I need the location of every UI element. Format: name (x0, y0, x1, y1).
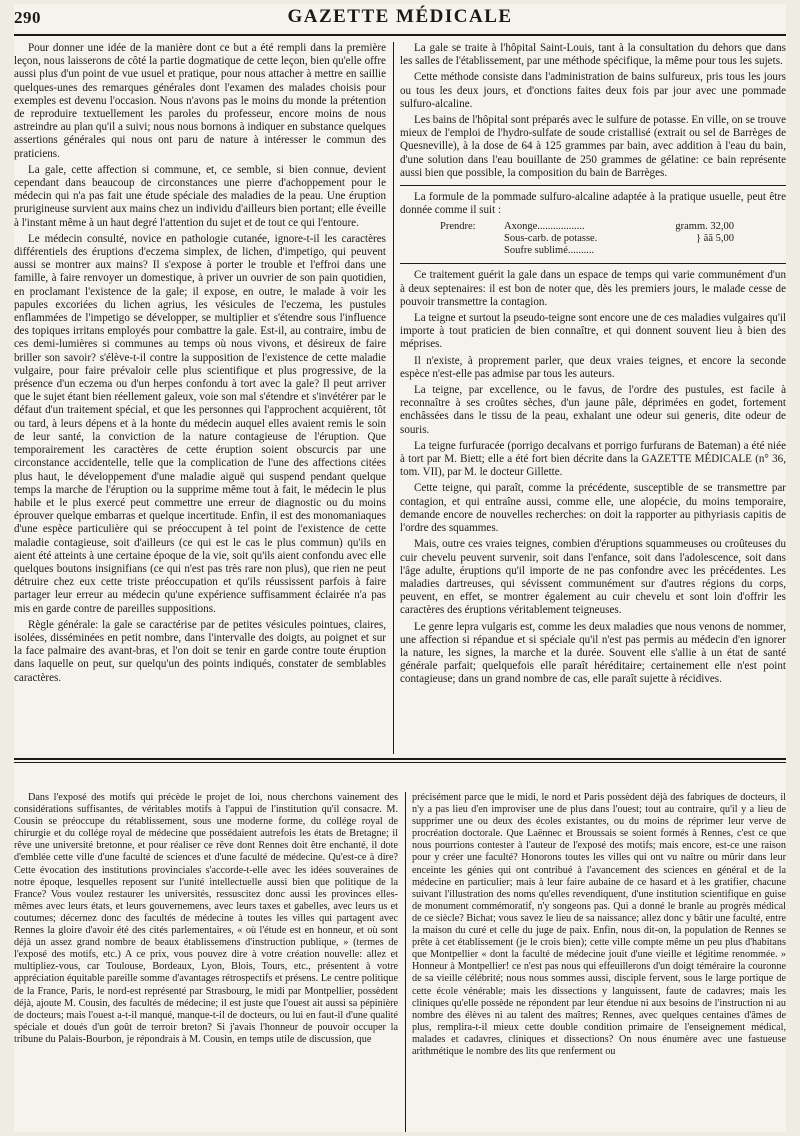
formula-ingredient: Soufre sublimé.......... (504, 245, 595, 257)
paragraph: précisément parce que le midi, le nord et Paris possèdent déjà des fabriques de docteurs, il n'y a pas lieu d'en improviser une de plus dans l'ouest; tout au contraire, qu'il y a lieu de supprimer une ou deux des écoles existantes, ou du moins de réprimer leur verve de procréation doctorale. Que Laënnec et Broussais se soient formés à Rennes, c'est ce que nous pourrions contester à l'auteur de l'exposé des motifs; mais encore, est-ce une raison pour y créer une faculté? Honorons toutes les villes qui ont vu naître ou mûrir dans leur enceinte les génies qui ont contribué à l'avancement des sciences en général et de la médecine en particulier; mais à leur faire aubaine de ce hasard et à les gratifier, chacune suivant l'illustration des noms qu'elles revendiquent, d'une institution scientifique en guise de monument commémoratif, n'y songeons pas. Qui a donné le branle au progrès médical de ce siècle? Bichat; vous savez le lieu de sa naissance; allez donc y bâtir une faculté, entre la maison du curé et celle du juge de paix. Enfin, nous dit-on, la population de Rennes se prête à cet établissement (je le crois bien); cette ville compte même un peu plus d'habitans que Montpellier « dont la faculté de médecine jouit d'une vieille et légitime renommée. » Honneur à Montpellier! ce n'est pas nous qui effeuillerons d'un doigt téméraire la couronne de sa vieille célébrité; nous nous sommes aussi, disciple fervent, sous le large portique de cette école vénérable; mais les dissections y languissent, faute de cadavres; mais les cliniques qu'elle possède ne répondent par leur étendue ni aux besoins de l'instruction ni au nombre des élèves ni au talent des maîtres; Rennes, avec quelques centaines d'âmes de plus, remplira-t-il mieux cette double condition primaire de l'enseignement médical, malades et cadavres, cliniques et dissections? On nous énumère avec une fastueuse arithmétique le nombre des lits que renferment ou (412, 792, 786, 1057)
section-divider (14, 762, 786, 763)
paragraph: Les bains de l'hôpital sont préparés avec le sulfure de potasse. En ville, on se trouve mieux de l'emploi de l'hydro-sulfate de soude cristallisé (extrait ou sel de Barrèges de Quesneville), à la dose de 64 à 125 grammes par bain, avec addition à l'eau du bain, d'une solution dans l'eau bouillante de 250 grammes de gélatine: ce bain représente aussi bien que possible, la composition du bain de Barrèges. (400, 114, 786, 179)
page-number: 290 (14, 8, 41, 27)
paragraph: Cette méthode consiste dans l'administration de bains sulfureux, pris tous les jours ou tous les deux jours, et d'onctions faites deux fois par jour avec une pommade sulfuro-alcaline. (400, 71, 786, 110)
section-divider (14, 758, 786, 760)
section-rule (400, 263, 786, 264)
header-rule (14, 34, 786, 36)
formula-quantity (654, 245, 734, 257)
paragraph: La teigne et surtout la pseudo-teigne sont encore une de ces maladies vulgaires qu'il importe à tout praticien de bien connaître, et qui donnent souvent lieu à bien des méprises. (400, 312, 786, 351)
formula-row (440, 221, 786, 233)
paragraph: Mais, outre ces vraies teignes, combien d'éruptions squammeuses ou croûteuses du cuir chevelu peuvent survenir, soit dans l'enfance, soit dans l'adolescence, soit dans l'âge adulte, éruptions qu'il importe de ne pas confondre avec les précédentes. Les maladies dartreuses, qui sévissent communément sur d'autres régions du corps, peuvent, en effet, se montrer également au cuir chevelu et sont loin d'offrir les caractères des éruptions véritablement teigneuses. (400, 538, 786, 617)
paragraph: Le genre lepra vulgaris est, comme les deux maladies que nous venons de nommer, une affection si répandue et si spéciale qu'il n'est pas permis au médecin d'en ignorer la nature, les signes, la marche et la durée. Souvent elle s'allie à un état de santé générale parfait; quelquefois elle paraît héréditaire; certainement elle n'est point contagieuse; dans un grand nombre de cas, elle paraît sujette à récidives. (400, 620, 786, 686)
paragraph: Ce traitement guérit la gale dans un espace de temps qui varie communément d'un à deux septenaires: il est bon de noter que, dès les premiers jours, le malade cesse de pouvoir transmettre la contagion. (400, 269, 786, 308)
section-rule (400, 185, 786, 186)
paragraph: Il n'existe, à proprement parler, que deux vraies teignes, et encore la seconde espèce n'est-elle pas admise par tous les auteurs. (400, 354, 786, 380)
column-divider (393, 42, 394, 754)
formula-quantity: } ãã 5,00 (696, 233, 734, 245)
paragraph: Le médecin consulté, novice en pathologie cutanée, ignore-t-il les caractères différentiels des éruptions d'eczema simplex, de lichen, d'impetigo, qui peuvent aussi se montrer aux mains? Il s'expose à porter le trouble et l'effroi dans une famille, à faire renvoyer un domestique, à priver un ouvrier de son pain quotidien, en proclamant l'existence de la gale; il expose, en outre, le malade à voir les papules excoriées du lichen agrius, les vésicules de l'eczema, les pustules enflammées de l'impetigo se développer, se multiplier et s'étendre sous l'influence des topiques irritans employés pour combattre la gale. Est-il, au contraire, imbu de ces demi-lumières si communes au temps où nous vivons, et désireux de faire briller son savoir? s'élève-t-il contre la supposition de l'existence de cette maladie vulgaire, pour faire prévaloir celle plus scientifique et plus progressive, de la présence d'un eczema ou d'un herpes confondu à tort avec la gale? Il peut arriver que le sujet étant bien réellement galeux, voie son mal s'étendre et s'invétérer par le défaut d'un traitement spécial, et que les personnes qui l'approchent acquièrent, tôt ou tard, à leurs dépens et à la honte du médecin auquel elles avaient remis le soin de leur santé, la conviction de la nature contagieuse de l'éruption. Que temporairement les caractères de cette éruption soient obscurcis par une circonstance accidentelle, telle que la complication de l'une des affections citées plus haut, le développement d'une maladie aiguë qui suspend pendant quelque temps la marche de l'éruption ou la supprime même tout à fait, le médecin le plus habile et le plus exercé peut commettre une erreur de diagnostic ou du moins éprouver quelque embarras et quelque incertitude. Enfin, il est des monomaniaques d'une espèce particulière qui se préoccupent à tel point de l'existence de cette maladie contagieuse, soit d'ailleurs (ce qui est le cas le plus commun) qu'ils en aient été atteints à une certaine époque de la vie, soit qu'ils aient confondu avec elle quelques boutons insignifians (ce qui n'est pas très rare non plus), que rien ne peut détruire chez eux cette triste préoccupation et qu'ils réussissent parfois à faire partager leur erreur au médecin qu'une expérience suffisamment éclairée n'a pas mis en garde contre de pareilles suppositions. (14, 232, 386, 615)
formula-ingredient: Axonge.................. (504, 221, 585, 233)
paragraph: Pour donner une idée de la manière dont ce but a été rempli dans la première leçon, nous laisserons de côté la partie dogmatique de cette leçon, bien qu'elle offre aussi plus d'un point de vue usuel et pratique, pour nous attacher à mettre en saillie quelques-unes des remarques générales dont l'examen des malades choisis pour exemples est devenu l'occasion. Nous n'avons pas le moins du monde la prétention de reproduire textuellement les paroles du professeur, encore moins de nous astreindre au plan qu'il a suivi; nous nous bornons à indiquer en substance quelques assertions générales qui nous ont paru de nature à intéresser le commun des praticiens. (14, 42, 386, 160)
formula-quantity: gramm. 32,00 (675, 221, 734, 233)
paragraph: La teigne furfuracée (porrigo decalvans et porrigo furfurans de Bateman) a été niée à tort par M. Biett; elle a été fort bien décrite dans la GAZETTE MÉDICALE (n° 36, tom. VII), par M. le docteur Gillette. (400, 439, 786, 479)
column-divider (405, 792, 406, 1132)
page-header (14, 6, 786, 32)
paragraph: La gale se traite à l'hôpital Saint-Louis, tant à la consultation du dehors que dans les salles de l'établissement, par une méthode spécifique, la même pour tous les sujets. (400, 42, 786, 68)
upper-left-column (14, 42, 386, 754)
paragraph: La formule de la pommade sulfuro-alcaline adaptée à la pratique usuelle, peut être donnée comme il suit : (400, 191, 786, 217)
paragraph: La teigne, par excellence, ou le favus, de l'ordre des pustules, est facile à reconnaître à ses croûtes sèches, d'un jaune pâle, déprimées en godet, fortement enchâssées dans le tissu de la peau, exhalant une odeur sui generis, dite odeur de souris. (400, 384, 786, 436)
journal-title: GAZETTE MÉDICALE (287, 6, 513, 27)
formula-ingredient: Sous-carb. de potasse. (504, 233, 598, 245)
paragraph: Dans l'exposé des motifs qui précède le projet de loi, nous cherchons vainement des considérations suffisantes, de véritables motifs à l'appui de l'institution qu'il consacre. M. Cousin se préoccupe du rétablissement, sous une moderne forme, du collége royal de chirurgie et du collége royal de médecine que possédaient autrefois les états de Bretagne; il rêve une université bretonne, et pour réaliser ce rêve dont Rennes doit être enchanté, il dote d'emblée cette ville d'une faculté de sciences et d'une faculté de médecine. Qu'est-ce à dire? Cette évocation des institutions provinciales s'accorde-t-elle avec les idées souveraines de notre époque, lesquelles reposent sur l'unité intellectuelle aussi bien que politique de la France? Vous voulez restaurer les universités, ressuscitez donc aussi les provinces elles-mêmes avec leurs états, et leurs gouvernemens, avec leurs taxes et gabelles, avec leurs us et coutumes; décernez donc des facultés de médecine à toutes les villes qui partagent avec Rennes la gloire d'avoir été des cités parlementaires, « où l'étude est en honneur, et où sont déjà un assez grand nombre de beaux établissemens d'instruction publique, » (termes de l'exposé des motifs, etc.) A ce prix, vous pouvez dire à votre création nouvelle: allez et multipliez-vous, car Toulouse, Bordeaux, Lyon, Blois, Tours, etc., présentent à votre appréciation équitable pareille somme d'avantages rétrospectifs et présens. Le centre politique de la France, Paris, le nord-est représenté par Strasbourg, le midi par Montpellier, possèdent déjà, ajoute M. Cousin, des facultés de médecine; il est juste que l'ouest ait aussi sa pépinière de docteurs; mais l'ouest a-t-il manqué, manque-t-il de docteurs, ou lui en faut-il d'une qualité spéciale et doués d'un goût de terroir breton? Si j'avais l'honneur de pouvoir occuper la tribune du Palais-Bourbon, je répondrais à M. Cousin, en temps utile de discussion, que (14, 792, 398, 1045)
formula-row (440, 233, 786, 245)
formula-row (440, 245, 786, 257)
upper-right-column (400, 42, 786, 754)
lower-left-column (14, 792, 398, 1130)
lower-right-column (412, 792, 786, 1130)
formula-block (440, 221, 786, 257)
paragraph: Règle générale: la gale se caractérise par de petites vésicules pointues, claires, isolées, disséminées en petit nombre, dans l'intervalle des doigts, au poignet et sur la face palmaire des avant-bras, et l'on doit se tenir en garde contre toute éruption dans laquelle on peut, sur quelqu'un des points indiqués, constater de semblables caractères. (14, 618, 386, 684)
paragraph: La gale, cette affection si commune, et, ce semble, si bien connue, devient cependant dans beaucoup de circonstances une pierre d'achoppement pour le médecin qui n'a pas fait une étude spéciale des maladies de la peau. Une éruption prurigineuse survient aux mains chez un individu d'ailleurs bien portant; elle éveille à l'instant même à un haut degré l'attention du sujet et de tout ce qui l'entoure. (14, 163, 386, 229)
paragraph: Cette teigne, qui paraît, comme la précédente, susceptible de se transmettre par contagion, et qui entraîne aussi, comme elle, une alopécie, du moins temporaire, demande encore de nouvelles recherches: on doit la rapporter au pithyriasis capitis de l'ordre des squammes. (400, 482, 786, 535)
newspaper-page (14, 4, 786, 1132)
formula-label: Prendre: (440, 221, 476, 233)
